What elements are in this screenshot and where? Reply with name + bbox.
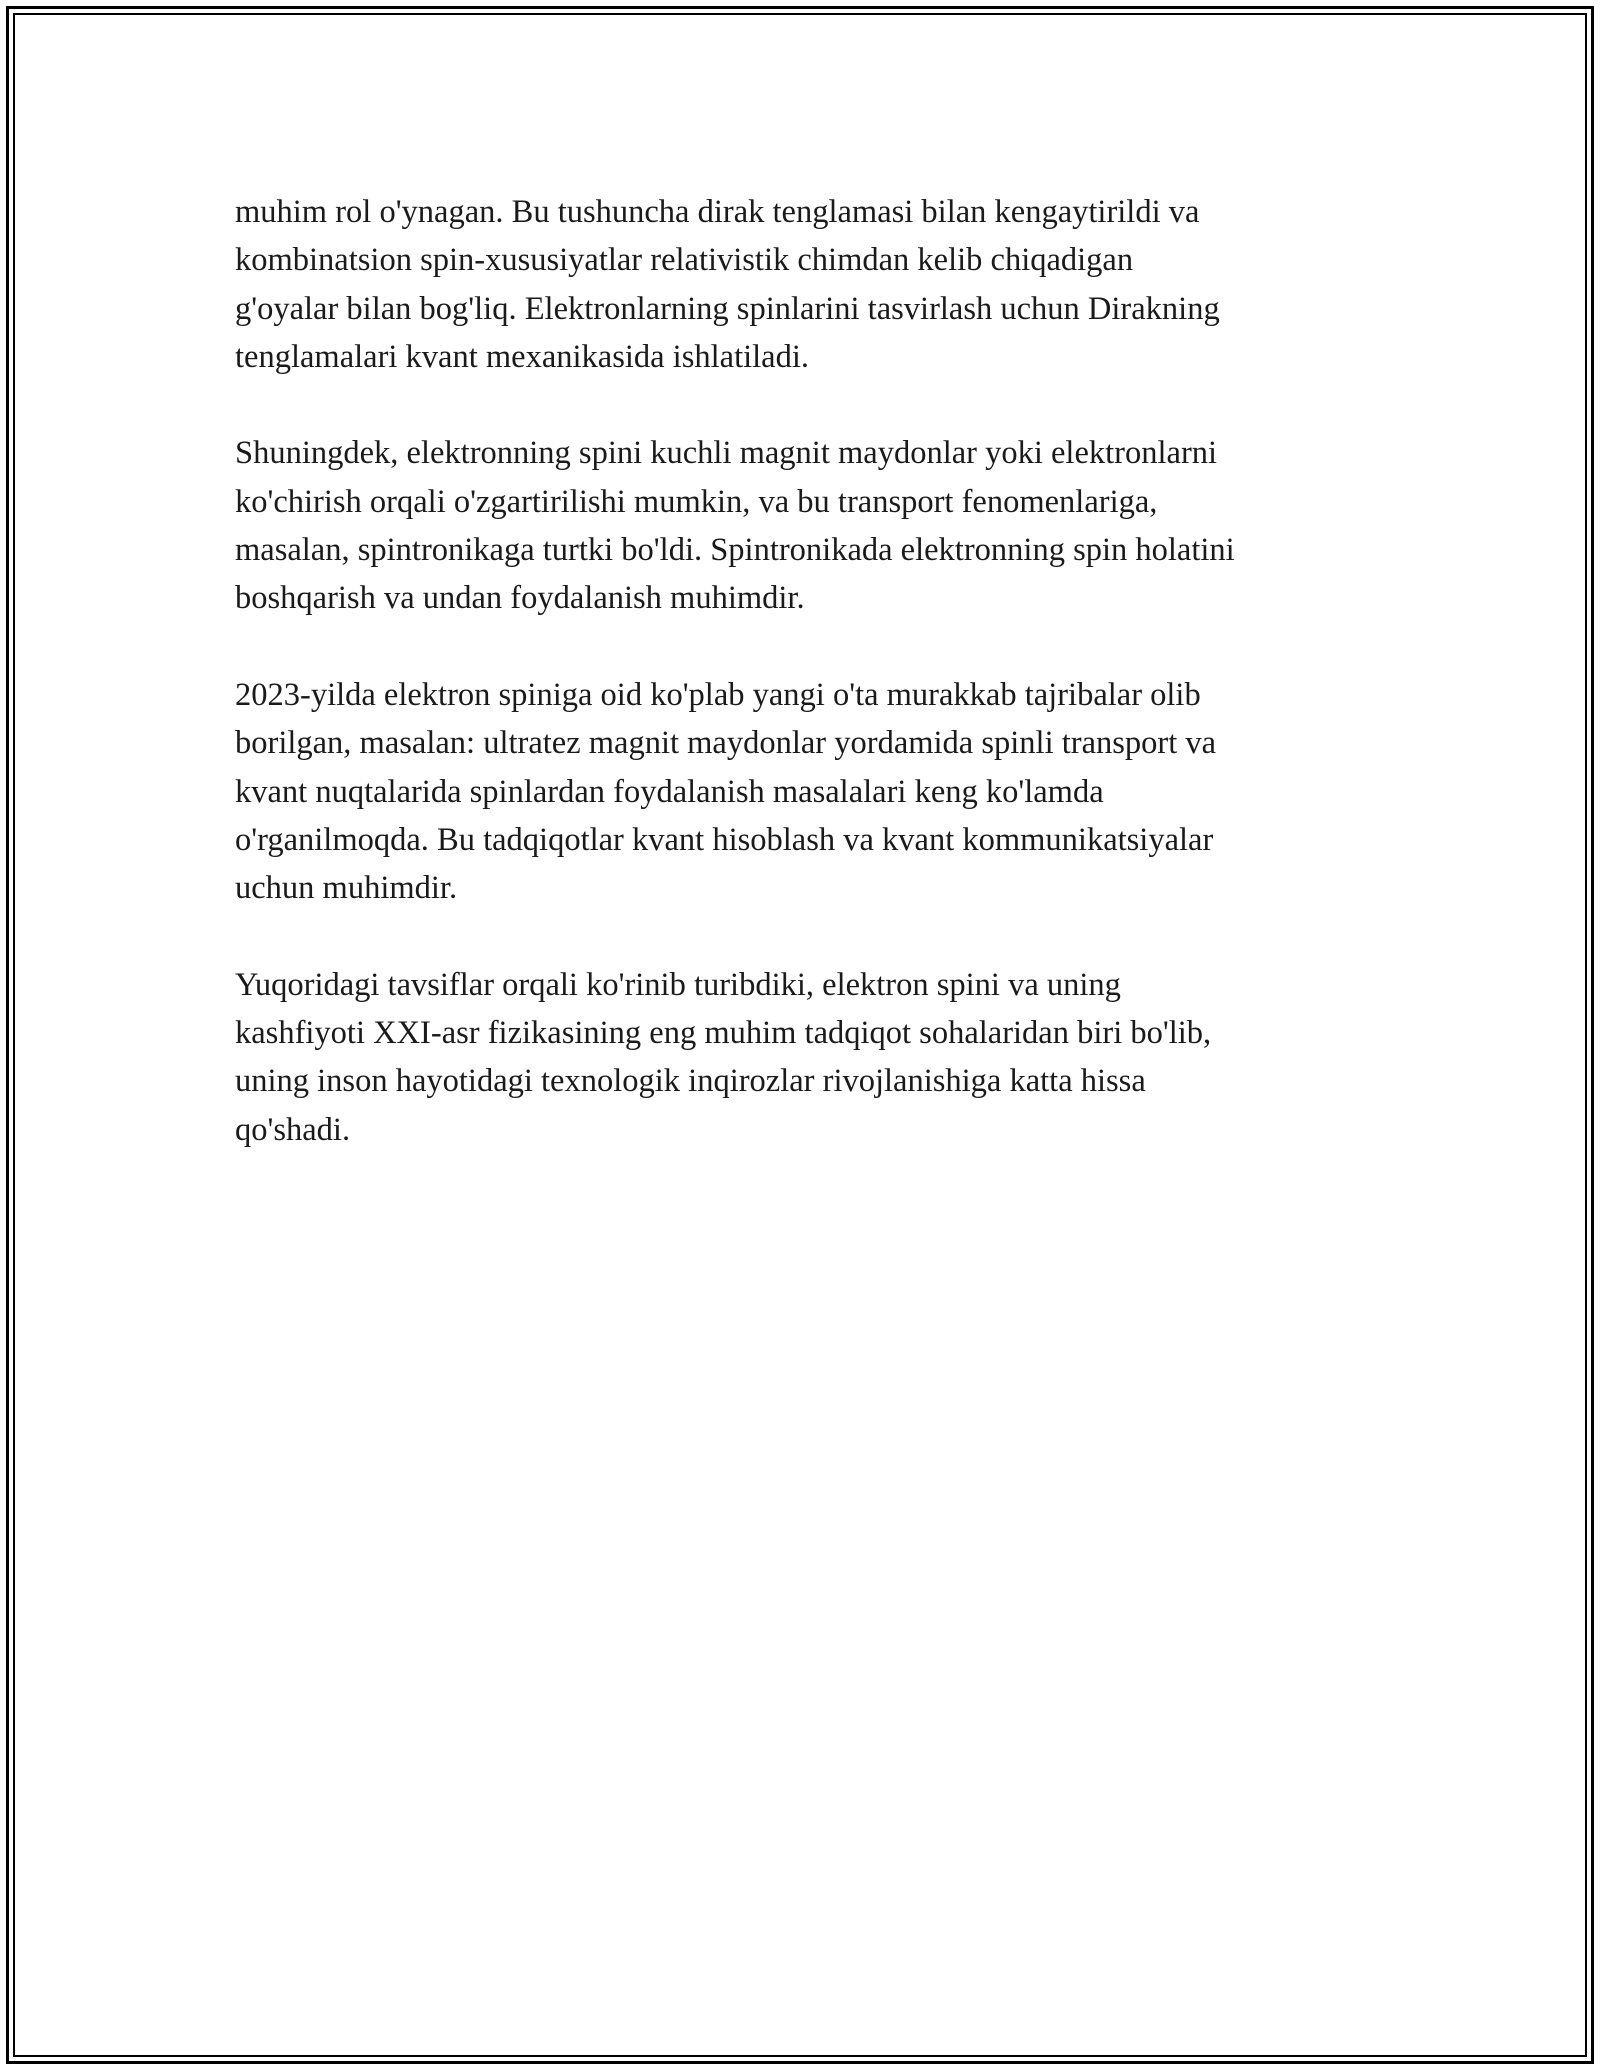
text-line: uning inson hayotidagi texnologik inqirozlar rivojlanishiga katta hissa — [235, 1063, 1146, 1100]
text-line: tenglamalari kvant mexanikasida ishlatiladi. — [235, 338, 809, 375]
text-line: qo'shadi. — [235, 1111, 351, 1148]
text-line: o'rganilmoqda. Bu tadqiqotlar kvant hisoblash va kvant kommunikatsiyalar — [235, 821, 1214, 858]
text-line: kashfiyoti XXI-asr fizikasining eng muhim tadqiqot sohalaridan biri bo'lib, — [235, 1015, 1212, 1052]
paragraph-spintronics — [235, 429, 1395, 622]
text-line: borilgan, masalan: ultratez magnit maydonlar yordamida spinli transport va — [235, 725, 1217, 762]
paragraph-conclusion — [235, 961, 1395, 1154]
paragraph-2023-experiments — [235, 671, 1395, 912]
text-line: Shuningdek, elektronning spini kuchli magnit maydonlar yoki elektronlarni — [235, 435, 1218, 472]
text-line: uchun muhimdir. — [235, 870, 458, 907]
text-line: muhim rol o'ynagan. Bu tushuncha dirak tenglamasi bilan kengaytirildi va — [235, 194, 1200, 230]
text-line: kombinatsion spin-xususiyatlar relativistik chimdan kelib chiqadigan — [235, 242, 1134, 279]
paragraph-dirac-equation — [235, 188, 1395, 381]
text-line: boshqarish va undan foydalanish muhimdir. — [235, 580, 805, 617]
text-line: ko'chirish orqali o'zgartirilishi mumkin, va bu transport fenomenlariga, — [235, 483, 1158, 520]
text-line: 2023-yilda elektron spiniga oid ko'plab yangi o'ta murakkab tajribalar olib — [235, 676, 1201, 713]
text-line: Yuqoridagi tavsiflar orqali ko'rinib turibdiki, elektron spini va uning — [235, 966, 1121, 1003]
text-line: g'oyalar bilan bog'liq. Elektronlarning spinlarini tasvirlash uchun Dirakning — [235, 290, 1220, 327]
text-line: kvant nuqtalarida spinlardan foydalanish masalalari keng ko'lamda — [235, 773, 1104, 810]
text-line: masalan, spintronikaga turtki bo'ldi. Spintronikada elektronning spin holatini — [235, 532, 1235, 569]
document-body — [235, 188, 1395, 1202]
